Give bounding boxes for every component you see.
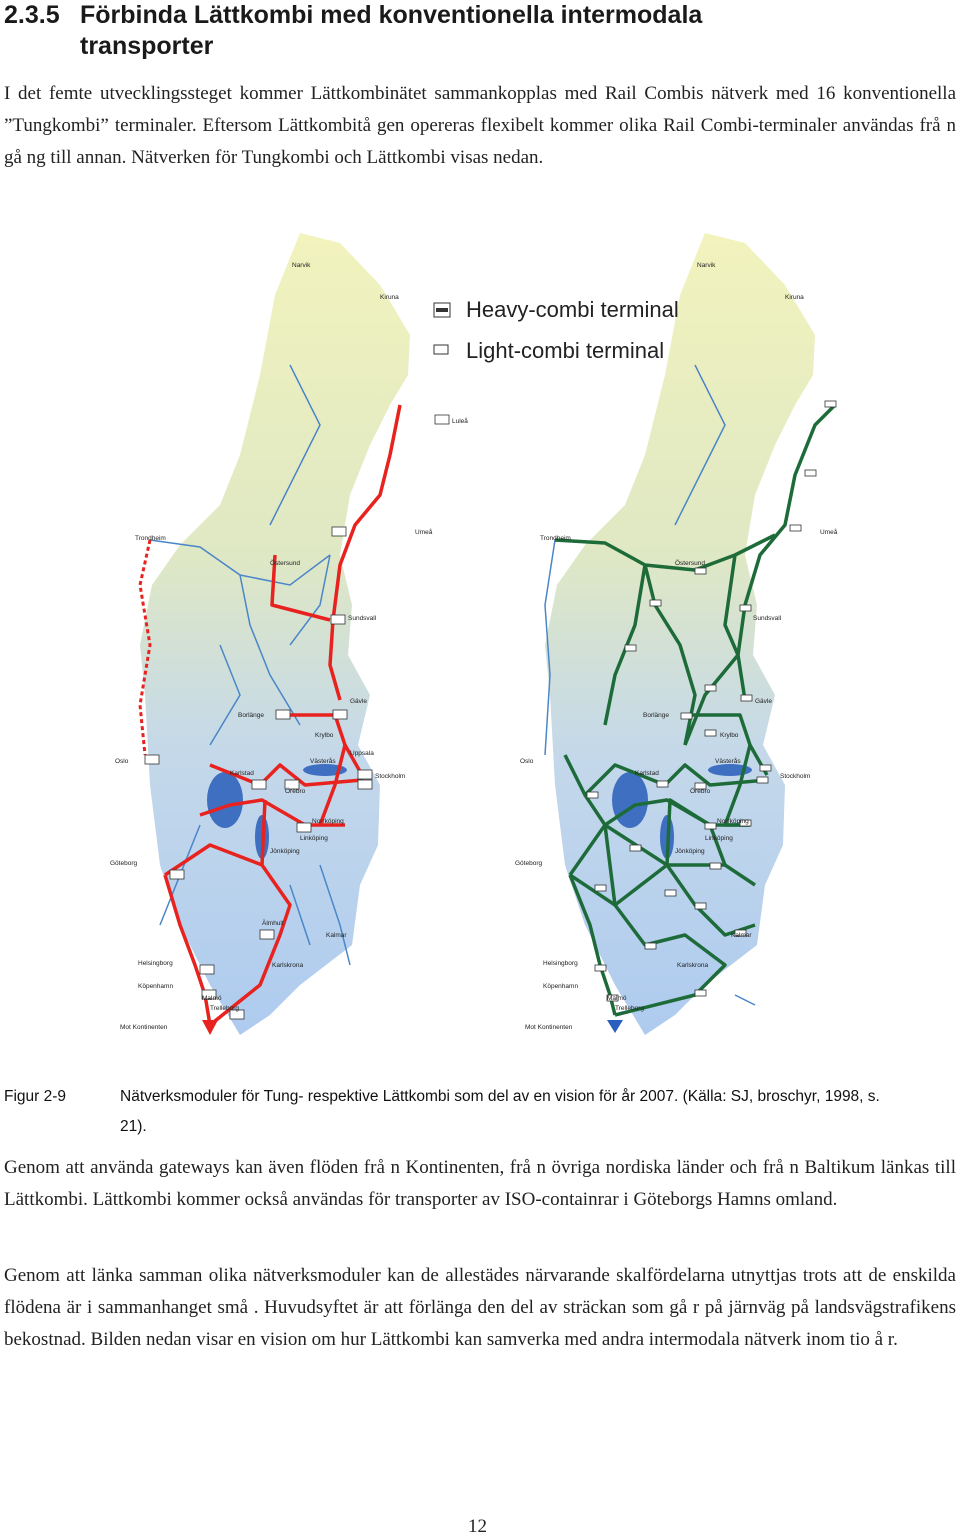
- map-legend: [434, 297, 679, 363]
- section-title-line2: transporter: [80, 32, 214, 60]
- network-maps-figure: [90, 225, 960, 1055]
- city-kalmar: Kalmar: [731, 932, 752, 939]
- city-malmo: Malmö: [202, 995, 222, 1002]
- city-gavle: Gävle: [350, 698, 367, 705]
- arrow-continent-right: [607, 1020, 623, 1033]
- body-paragraph-1: Genom att använda gateways kan även flöden frå n Kontinenten, frå n övriga nordiska länder och frå n Baltikum länkas till Lättkombi. Lättkombi kommer också användas för transporter av ISO-containrar i Göteborgs Hamns omland.: [4, 1157, 956, 1210]
- city-krylbo: Krylbo: [720, 732, 739, 739]
- city-vasteras: Västerås: [310, 758, 336, 765]
- city-stockholm: Stockholm: [780, 773, 811, 780]
- city-gavle: Gävle: [755, 698, 772, 705]
- city-umea: Umeå: [415, 529, 433, 536]
- city-kiruna: Kiruna: [380, 294, 399, 301]
- city-vasteras: Västerås: [715, 758, 741, 765]
- section-title-line1: Förbinda Lättkombi med konventionella intermodala: [80, 1, 703, 29]
- city-linkoping: Linköping: [300, 835, 328, 842]
- city-norrkoping: Norrköping: [717, 818, 749, 825]
- legend-heavy-label: Heavy-combi terminal: [466, 297, 679, 322]
- page-number: 12: [468, 1516, 487, 1537]
- intro-paragraph: I det femte utvecklingssteget kommer Lättkombinätet sammankopplas med Rail Combis nätverk med 16 konventionella ”Tungkombi” terminaler. Eftersom Lättkombitå gen opereras flexibelt kommer olika Rail Combi-terminaler användas frå n gå ng till annan. Nätverken för Tungkombi och Lättkombi visas nedan.: [4, 83, 956, 168]
- city-lulea: Luleå: [452, 418, 468, 425]
- legend-light-label: Light-combi terminal: [466, 338, 665, 363]
- city-mot-kontinenten: Mot Kontinenten: [120, 1024, 168, 1031]
- lake-vanern-right: [612, 772, 648, 828]
- city-karlskrona: Karlskrona: [677, 962, 709, 969]
- arrow-continent-left: [202, 1020, 218, 1035]
- city-sundsvall: Sundsvall: [753, 615, 782, 622]
- section-heading: [4, 0, 944, 62]
- city-ostersund: Östersund: [270, 560, 300, 567]
- heavy-combi-map: [110, 233, 468, 1035]
- city-umea: Umeå: [820, 529, 838, 536]
- figure-caption-text: Nätverksmoduler för Tung- respektive Lättkombi som del av en vision för år 2007. (Källa: SJ, broschyr, 1998, s. 21).: [120, 1088, 880, 1135]
- city-mot-kontinenten: Mot Kontinenten: [525, 1024, 573, 1031]
- city-malmo: Malmö: [607, 995, 627, 1002]
- city-kiruna: Kiruna: [785, 294, 804, 301]
- city-almhult: Älmhult: [262, 920, 284, 927]
- city-helsingborg: Helsingborg: [138, 960, 173, 967]
- city-linkoping: Linköping: [705, 835, 733, 842]
- body-paragraph-2: Genom att länka samman olika nätverksmoduler kan de allestädes närvarande skalfördelarna utnyttjas trots att de enskilda flödena är i sammanhanget små . Huvudsyftet är att förlänga den del av sträckan som gå r på järnväg på landsvägstrafikens bekostnad. Bilden nedan visar en vision om hur Lättkombi kan samverka med andra intermodala nätverk inom tio å r.: [4, 1265, 956, 1350]
- light-terminal-legend-icon: [434, 345, 448, 354]
- city-oslo: Oslo: [115, 758, 129, 765]
- city-orebro: Örebro: [285, 788, 306, 795]
- city-helsingborg: Helsingborg: [543, 960, 578, 967]
- city-sundsvall: Sundsvall: [348, 615, 377, 622]
- city-narvik: Narvik: [292, 262, 311, 269]
- city-stockholm: Stockholm: [375, 773, 406, 780]
- city-oslo: Oslo: [520, 758, 534, 765]
- city-kopenhamn: Köpenhamn: [138, 983, 174, 990]
- city-norrkoping: Norrköping: [312, 818, 344, 825]
- city-goteborg: Göteborg: [110, 860, 138, 867]
- city-karlstad: Karlstad: [635, 770, 659, 777]
- figure-caption-label: Figur 2-9: [4, 1088, 67, 1105]
- city-krylbo: Krylbo: [315, 732, 334, 739]
- city-ostersund: Östersund: [675, 560, 705, 567]
- sweden-landmass-left: [140, 233, 410, 1035]
- lake-vanern-left: [207, 772, 243, 828]
- city-jonkoping: Jönköping: [675, 848, 705, 855]
- city-borlange: Borlänge: [238, 712, 265, 719]
- city-karlskrona: Karlskrona: [272, 962, 304, 969]
- city-narvik: Narvik: [697, 262, 716, 269]
- section-number: 2.3.5: [4, 1, 60, 29]
- city-trelleborg: Trelleborg: [210, 1005, 240, 1012]
- city-uppsala: Uppsala: [350, 750, 374, 757]
- city-orebro: Örebro: [690, 788, 711, 795]
- city-trelleborg: Trelleborg: [615, 1005, 645, 1012]
- city-goteborg: Göteborg: [515, 860, 543, 867]
- city-trondheim: Trondheim: [540, 535, 571, 542]
- city-jonkoping: Jönköping: [270, 848, 300, 855]
- city-borlange: Borlänge: [643, 712, 670, 719]
- city-kopenhamn: Köpenhamn: [543, 983, 579, 990]
- city-trondheim: Trondheim: [135, 535, 166, 542]
- city-kalmar: Kalmar: [326, 932, 347, 939]
- city-karlstad: Karlstad: [230, 770, 254, 777]
